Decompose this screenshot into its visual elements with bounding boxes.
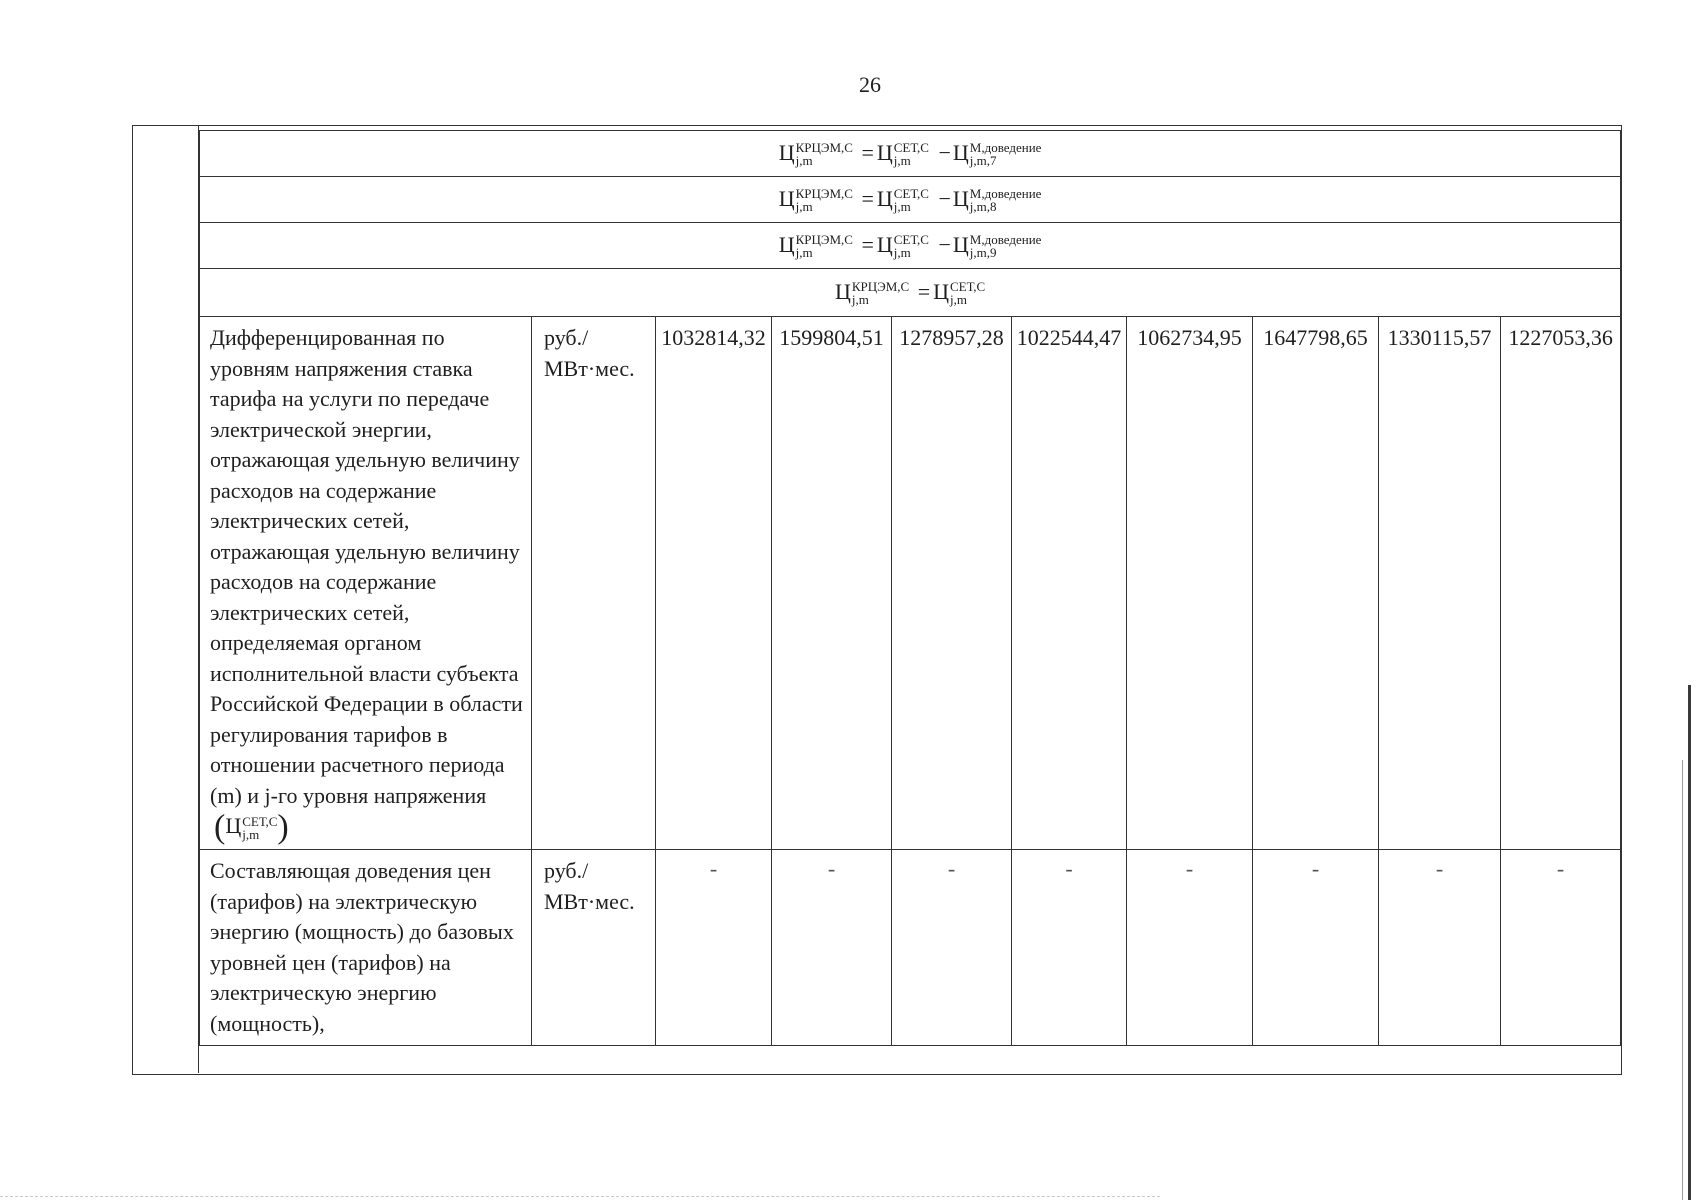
row-unit [532,317,656,850]
row-unit [532,850,656,1046]
value-cell: - [1012,850,1127,1046]
inline-formula-symbol: Ц [225,813,242,838]
formula-lhs: Ц [834,278,851,304]
value-cell: - [1501,850,1621,1046]
formula-subscript: j,m [795,245,813,261]
formula-subscript: j,m,9 [969,245,997,261]
formula-minus: − [938,231,951,257]
formula-lhs: Ц [778,231,795,257]
formula-superscript: СЕТ,С [242,813,278,829]
formula-subscript: j,m,7 [969,153,997,169]
formula-equals: = [861,231,874,257]
value-cell: - [656,850,772,1046]
formula-term: Ц [952,185,969,211]
formula-cell [200,269,1621,317]
formula-lhs: Ц [778,139,795,165]
formula-superscript: М,доведение [969,140,1042,156]
formula-rhs: Ц [933,278,949,304]
formula-subscript: j,m [242,826,260,842]
table-row [200,850,1621,1046]
formula-subscript: j,m,8 [969,199,997,215]
value-cell: 1032814,32 [656,317,772,850]
formula-subscript: j,m [795,199,813,215]
formula-term: Ц [952,231,969,257]
formula-row [200,223,1621,269]
formula-row [200,131,1621,177]
value-cell: 1227053,36 [1501,317,1621,850]
value-cell: 1330115,57 [1379,317,1501,850]
table-row [200,317,1621,850]
unit-line: руб./ [544,325,589,350]
formula-subscript: j,m [893,153,911,169]
formula-superscript: М,доведение [969,232,1042,248]
tariff-table [199,130,1621,1046]
scan-artifact-line [0,1196,1160,1197]
formula-superscript: СЕТ,С [893,140,929,156]
formula-row [200,177,1621,223]
formula-lhs: Ц [778,185,795,211]
formula-subscript: j,m [950,292,967,308]
formula-superscript: КРЦЭМ,С [795,232,853,248]
formula-equals: = [861,185,874,211]
value-cell: - [892,850,1012,1046]
value-cell: - [1379,850,1501,1046]
row-description [200,317,532,850]
formula-subscript: j,m [851,292,869,308]
formula-minus: − [938,185,951,211]
unit-line: руб./ [544,858,589,884]
page-number: 26 [859,72,881,97]
formula-equals: = [861,139,874,165]
value-cell: 1647798,65 [1253,317,1379,850]
formula-minus: − [938,139,951,165]
formula-term: Ц [952,139,969,165]
formula-subscript: j,m [893,199,911,215]
row-description-text: Дифференцированная по уровням напряжения ставка тарифа на услуги по передаче электрической энергии, отражающая удельную величину расходов на содержание электрических сетей, отражающая удельную величину расходов на содержание электрических сетей, определяемая органом исполнительной власти субъекта Российской Федерации в области регулирования тарифов в отношении расчетного периода (m) и j-го уровня напряжения [210,325,523,808]
scan-artifact-edge [1688,685,1691,1200]
formula-superscript: КРЦЭМ,С [851,279,910,295]
formula-row [200,269,1621,317]
unit-line: МВт·мес. [544,888,635,914]
formula-equals: = [917,278,931,304]
formula-superscript: КРЦЭМ,С [795,186,853,202]
value-cell: 1062734,95 [1127,317,1253,850]
unit-line: МВт·мес. [544,355,635,381]
formula-subscript: j,m [795,153,813,169]
value-cell: 1278957,28 [892,317,1012,850]
inline-formula: (Ц СЕТ,С j,m ) [214,808,289,846]
value-cell: 1599804,51 [772,317,892,850]
value-cell: - [1253,850,1379,1046]
value-cell: 1022544,47 [1012,317,1127,850]
formula-rhs: Ц [876,185,893,211]
formula-superscript: СЕТ,С [950,279,986,295]
formula-cell [200,177,1621,223]
formula-subscript: j,m [893,245,911,261]
formula-superscript: СЕТ,С [893,186,929,202]
value-cell: - [1127,850,1253,1046]
formula-superscript: СЕТ,С [893,232,929,248]
formula-cell [200,223,1621,269]
formula-rhs: Ц [876,139,893,165]
row-description: Составляющая доведения цен (тарифов) на электрическую энергию (мощность) до базовых уровней цен (тарифов) на электрическую энергию (мощность), [200,850,532,1046]
formula-superscript: М,доведение [969,186,1042,202]
formula-superscript: КРЦЭМ,С [795,140,853,156]
value-cell: - [772,850,892,1046]
scan-artifact-edge-thin [1682,760,1683,1200]
formula-cell [200,131,1621,177]
formula-rhs: Ц [876,231,893,257]
